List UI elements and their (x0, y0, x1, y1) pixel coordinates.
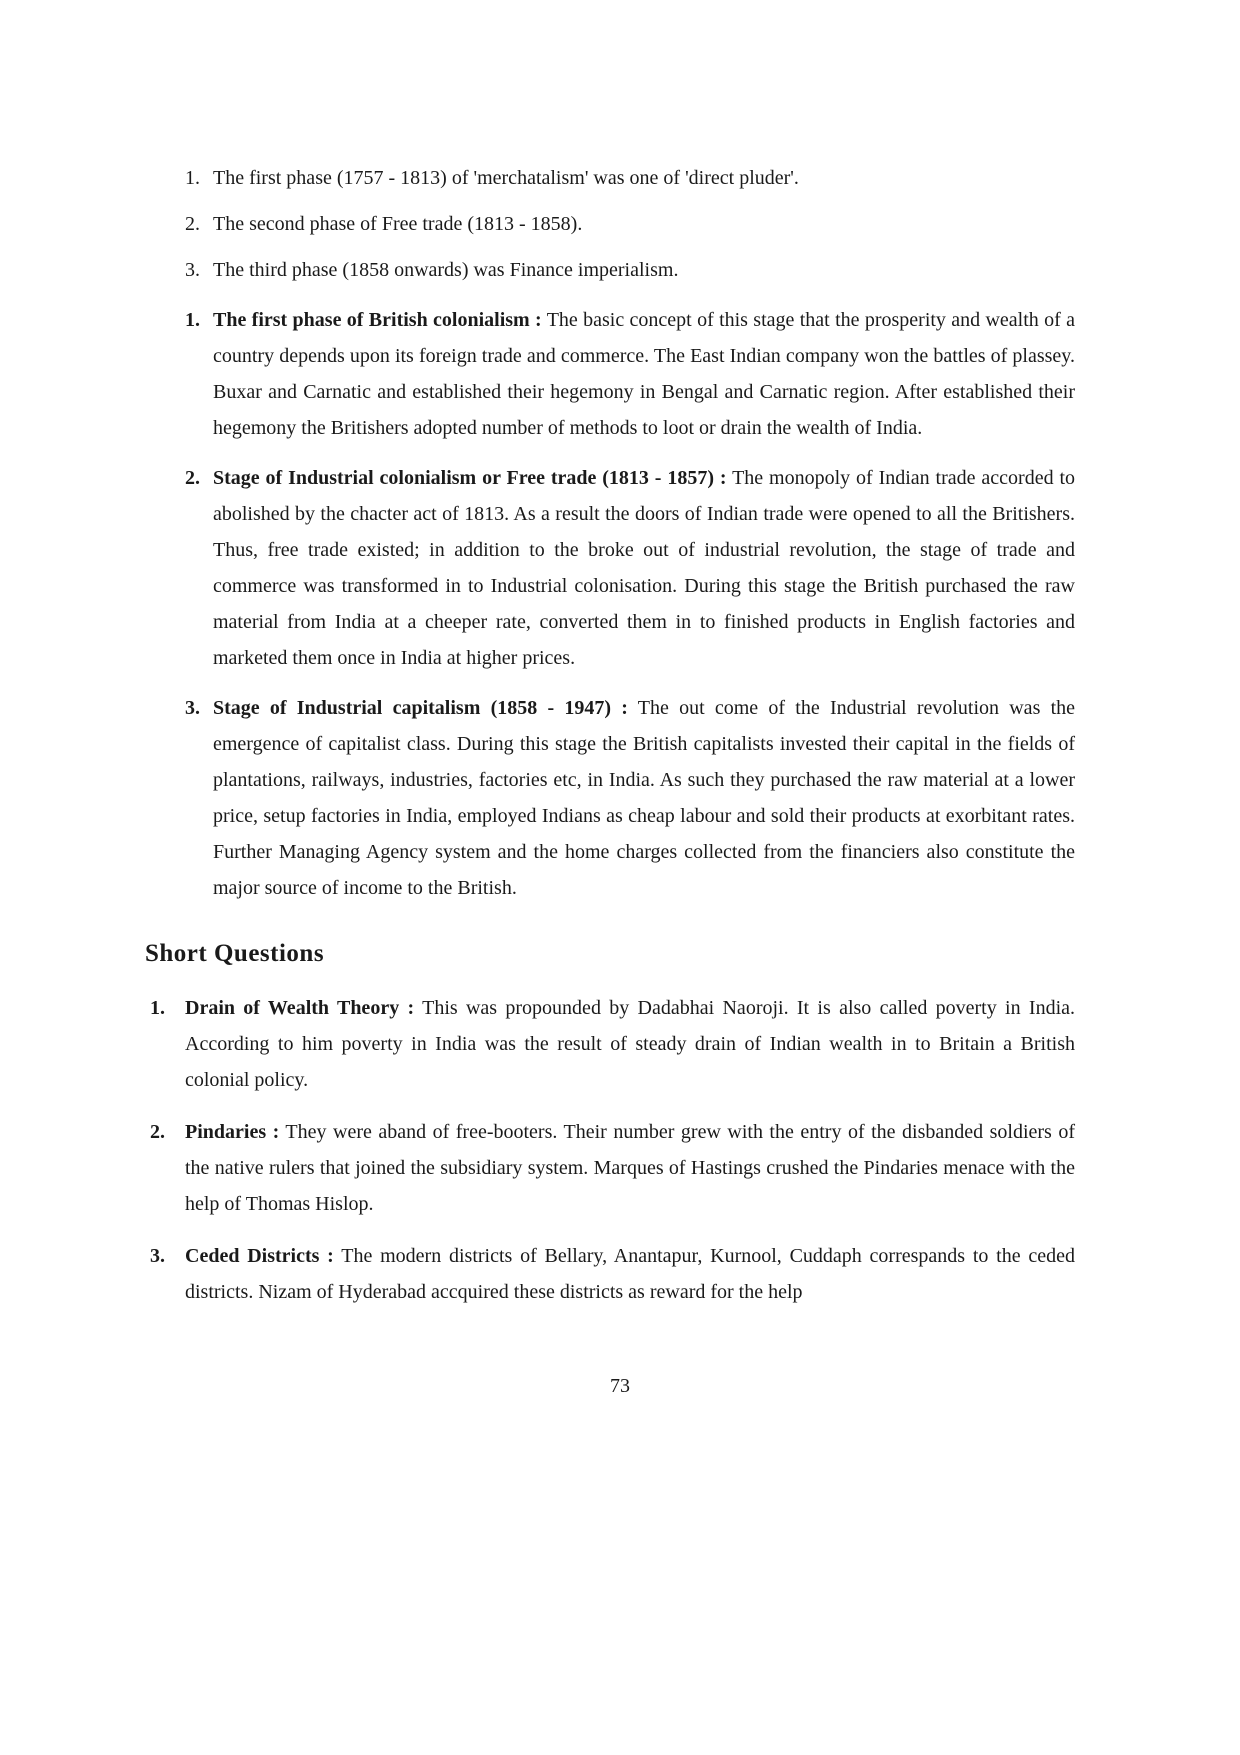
phase-label: The first phase of British colonialism : (213, 309, 542, 331)
item-number: 2. (185, 213, 200, 235)
short-question-text: They were aband of free-booters. Their number grew with the entry of the disbanded soldiers of the native rulers that joined the subsidiary system. Marques of Hastings crushed the Pindaries menace with the help of Thomas Hislop. (185, 1121, 1076, 1215)
short-question-paragraph (145, 1114, 1075, 1222)
phase-item (145, 690, 1075, 906)
page-content (145, 160, 1075, 1326)
item-text: The first phase (1757 - 1813) of 'merchatalism' was one of 'direct pluder'. (213, 167, 799, 189)
item-number: 1. (185, 309, 200, 331)
page-number: 73 (610, 1375, 630, 1397)
item-number: 1. (185, 167, 200, 189)
short-question-label: Drain of Wealth Theory : (185, 997, 415, 1019)
item-number: 2. (185, 467, 200, 489)
phase-text: The basic concept of this stage that the prosperity and wealth of a country depends upon its foreign trade and commerce. The East Indian company won the battles of plassey. Buxar and Carnatic and established their hegemony in Bengal and Carnatic region. After established their hegemony the Britishers adopted number of methods to loot or drain the wealth of India. (213, 309, 1076, 439)
section-heading: Short Questions (145, 940, 325, 967)
phase-text: The out come of the Industrial revolution was the emergence of capitalist class. During this stage the British capitalists invested their capital in the fields of plantations, railways, industries, factories etc, in India. As such they purchased the raw material at a lower price, setup factories in India, employed Indians as cheap labour and sold their products at exorbitant rates. Further Managing Agency system and the home charges collected from the financiers also constitute the major source of income to the British. (213, 697, 1076, 899)
phase-paragraph (145, 302, 1075, 446)
item-text: The second phase of Free trade (1813 - 1858). (213, 213, 583, 235)
phase-label: Stage of Industrial capitalism (1858 - 1947) : (213, 697, 628, 719)
item-number: 3. (185, 697, 200, 719)
phase-item (145, 302, 1075, 446)
short-question-paragraph (145, 990, 1075, 1098)
phase-paragraph (145, 460, 1075, 676)
item-number: 2. (150, 1121, 165, 1143)
short-question-label: Ceded Districts : (185, 1245, 334, 1267)
short-question-item (145, 1114, 1075, 1222)
phase-item (145, 460, 1075, 676)
short-question-item (145, 1238, 1075, 1310)
short-question-item (145, 990, 1075, 1098)
short-question-text: The modern districts of Bellary, Anantapur, Kurnool, Cuddaph correspands to the ceded districts. Nizam of Hyderabad accquired these districts as reward for the help (185, 1245, 1075, 1303)
item-number: 3. (185, 259, 200, 281)
item-number: 3. (150, 1245, 165, 1267)
item-text: The third phase (1858 onwards) was Finance imperialism. (213, 259, 679, 281)
short-question-label: Pindaries : (185, 1121, 280, 1143)
short-question-text: This was propounded by Dadabhai Naoroji. It is also called poverty in India. According to him poverty in India was the result of steady drain of Indian wealth in to Britain a British colonial policy. (185, 997, 1076, 1091)
short-question-paragraph (145, 1238, 1075, 1310)
intro-list-item (145, 252, 1075, 288)
item-number: 1. (150, 997, 165, 1019)
phase-paragraph (145, 690, 1075, 906)
intro-list-item (145, 206, 1075, 242)
phase-text: The monopoly of Indian trade accorded to abolished by the chacter act of 1813. As a result the doors of Indian trade were opened to all the Britishers. Thus, free trade existed; in addition to the broke out of industrial revolution, the stage of trade and commerce was transformed in to Industrial colonisation. During this stage the British purchased the raw material from India at a cheeper rate, converted them in to finished products in English factories and marketed them once in India at higher prices. (213, 467, 1076, 669)
phase-label: Stage of Industrial colonialism or Free trade (1813 - 1857) : (213, 467, 727, 489)
intro-list-item (145, 160, 1075, 196)
